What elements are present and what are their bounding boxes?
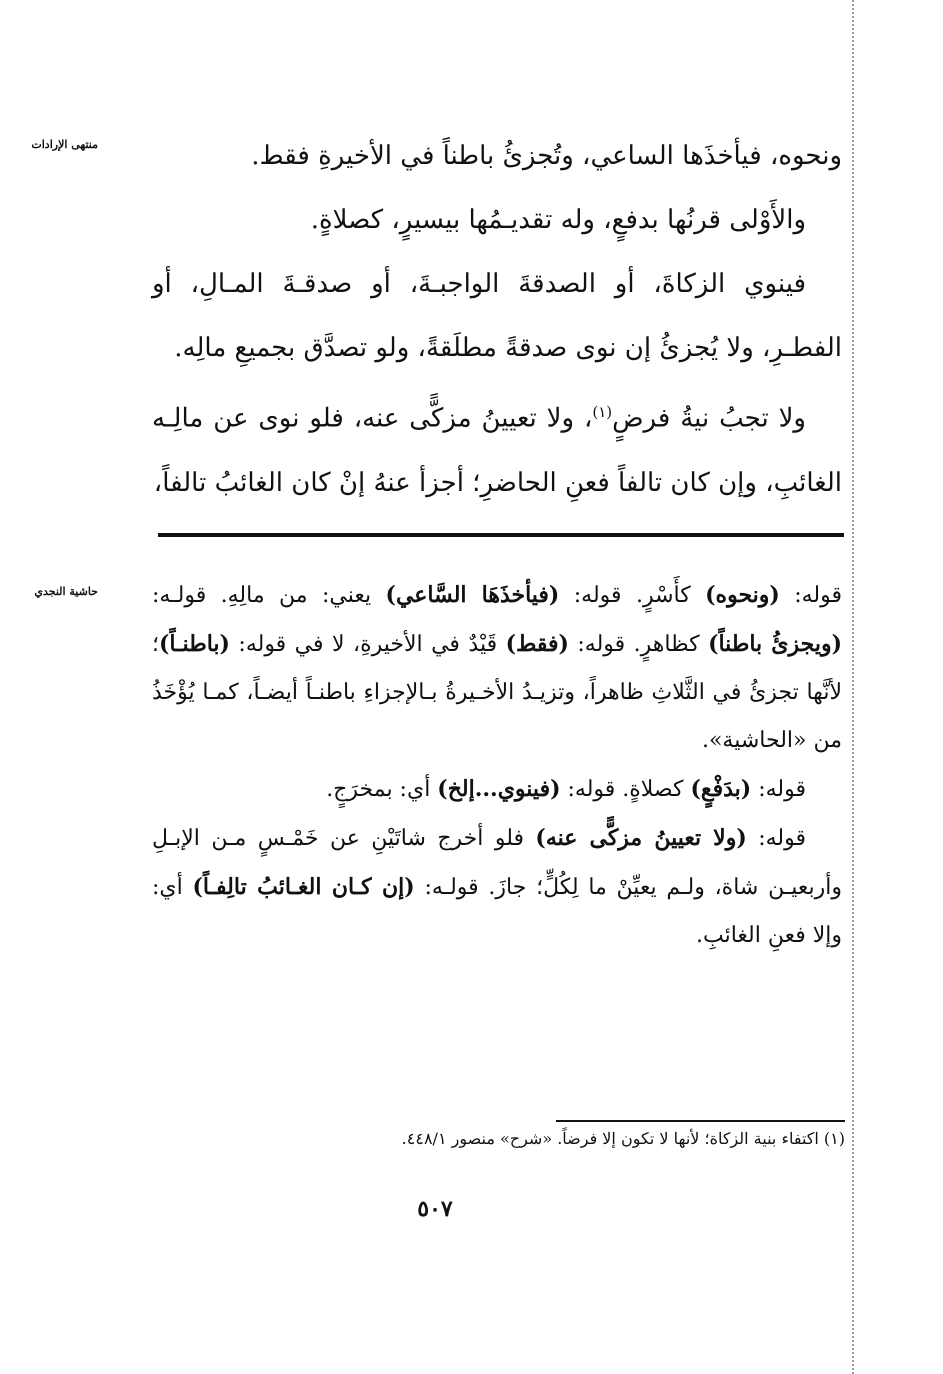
commentary-fragment: يعني: من مالِهِ. قولـه: — [152, 583, 386, 608]
page-number: ٥٠٧ — [417, 1196, 453, 1222]
quoted-term: (إن كـان الغـائبُ تالِفـاً) — [192, 874, 415, 900]
quoted-term: (فقط) — [505, 631, 569, 657]
main-text — [152, 124, 842, 515]
footnote: (١) اكتفاء بنية الزكاة؛ لأنها لا تكون إلا فرضاً. «شرح» منصور ٤٤٨/١. — [401, 1129, 845, 1148]
quoted-term: (باطنـاً) — [159, 631, 230, 657]
footnote-divider — [556, 1120, 845, 1122]
main-text-fragment: ، ولا تعيينُ مزكًّى عنه، فلو نوى عن مالِـه الغائبِ، وإن كان تالفاً فعنِ الحاضرِ؛ أجزأ عنهُ إنْ كان الغائبُ تالفاً، — [152, 403, 842, 498]
quoted-term: (فينوي...إلخ) — [437, 776, 561, 802]
commentary-fragment: قَيْدٌ في الأخيرةِ، لا في قوله: — [229, 632, 506, 657]
commentary-paragraph — [152, 765, 842, 814]
commentary-fragment: كأَسْرٍ. قوله: — [559, 583, 706, 608]
section-divider — [158, 533, 844, 537]
commentary-fragment: ؛ لأنَّها تجزئُ في الثَّلاثِ ظاهراً، وتزيـدُ الأخـيرةُ بـالإجزاءِ باطنـاً أيضـاً، كمـا يُؤْخَذُ من «الحاشية». — [152, 632, 842, 753]
footnote-reference: (١) — [592, 403, 613, 421]
margin-dotted-line — [852, 0, 854, 1374]
main-text-paragraph: والأَوْلى قرنُها بدفعٍ، وله تقديـمُها بيسيرٍ، كصلاةٍ. — [310, 205, 806, 235]
quoted-term: (ويجزئُ باطناً) — [708, 631, 842, 657]
quoted-term: (بدَفْعٍ) — [690, 776, 752, 802]
quoted-term: (ونحوه) — [705, 582, 780, 608]
commentary-fragment: أي: وإلا فعنِ الغائبِ. — [152, 875, 842, 948]
quoted-term: (فيأخذَهَا السَّاعي) — [385, 582, 560, 608]
commentary-fragment: قوله: — [746, 826, 806, 851]
margin-label-book-title: منتهى الإرادات — [31, 138, 98, 151]
commentary-fragment: أي: بمخرَجٍ. — [326, 777, 438, 802]
commentary-fragment: قوله: — [751, 777, 806, 802]
quoted-term: (ولا تعيينُ مزكًّى عنه) — [535, 825, 747, 851]
main-text-paragraph — [152, 380, 842, 515]
commentary-text — [152, 571, 842, 960]
commentary-fragment: كصلاةٍ. قوله: — [560, 777, 691, 802]
commentary-paragraph — [152, 571, 842, 765]
commentary-paragraph — [152, 814, 842, 960]
margin-label-commentary-title: حاشية النجدي — [34, 585, 98, 598]
main-text-paragraph: فينوي الزكاةَ، أو الصدقةَ الواجبـةَ، أو صدقـةَ المـالِ، أو الفطـرِ، ولا يُجزئُ إن نوى صدقةً مطلَقةً، ولو تصدَّق بجميعِ مالِه. — [152, 269, 842, 363]
commentary-fragment: كظاهرٍ. قوله: — [568, 632, 709, 657]
commentary-fragment: قوله: — [779, 583, 843, 608]
main-text-line: ونحوه، فيأخذَها الساعي، وتُجزئُ باطناً في الأخيرةِ فقط. — [251, 141, 842, 171]
commentary-fragment: فلو أخرج شاتَيْنِ عن خَمْـسٍ مـن الإبـلِ وأربعيـن شاة، ولـم يعيِّنْ ما لِكُلٍّ؛ جازَ. قولـه: — [152, 826, 843, 900]
main-text-fragment: ولا تجبُ نيةُ فرضٍ — [612, 403, 806, 434]
